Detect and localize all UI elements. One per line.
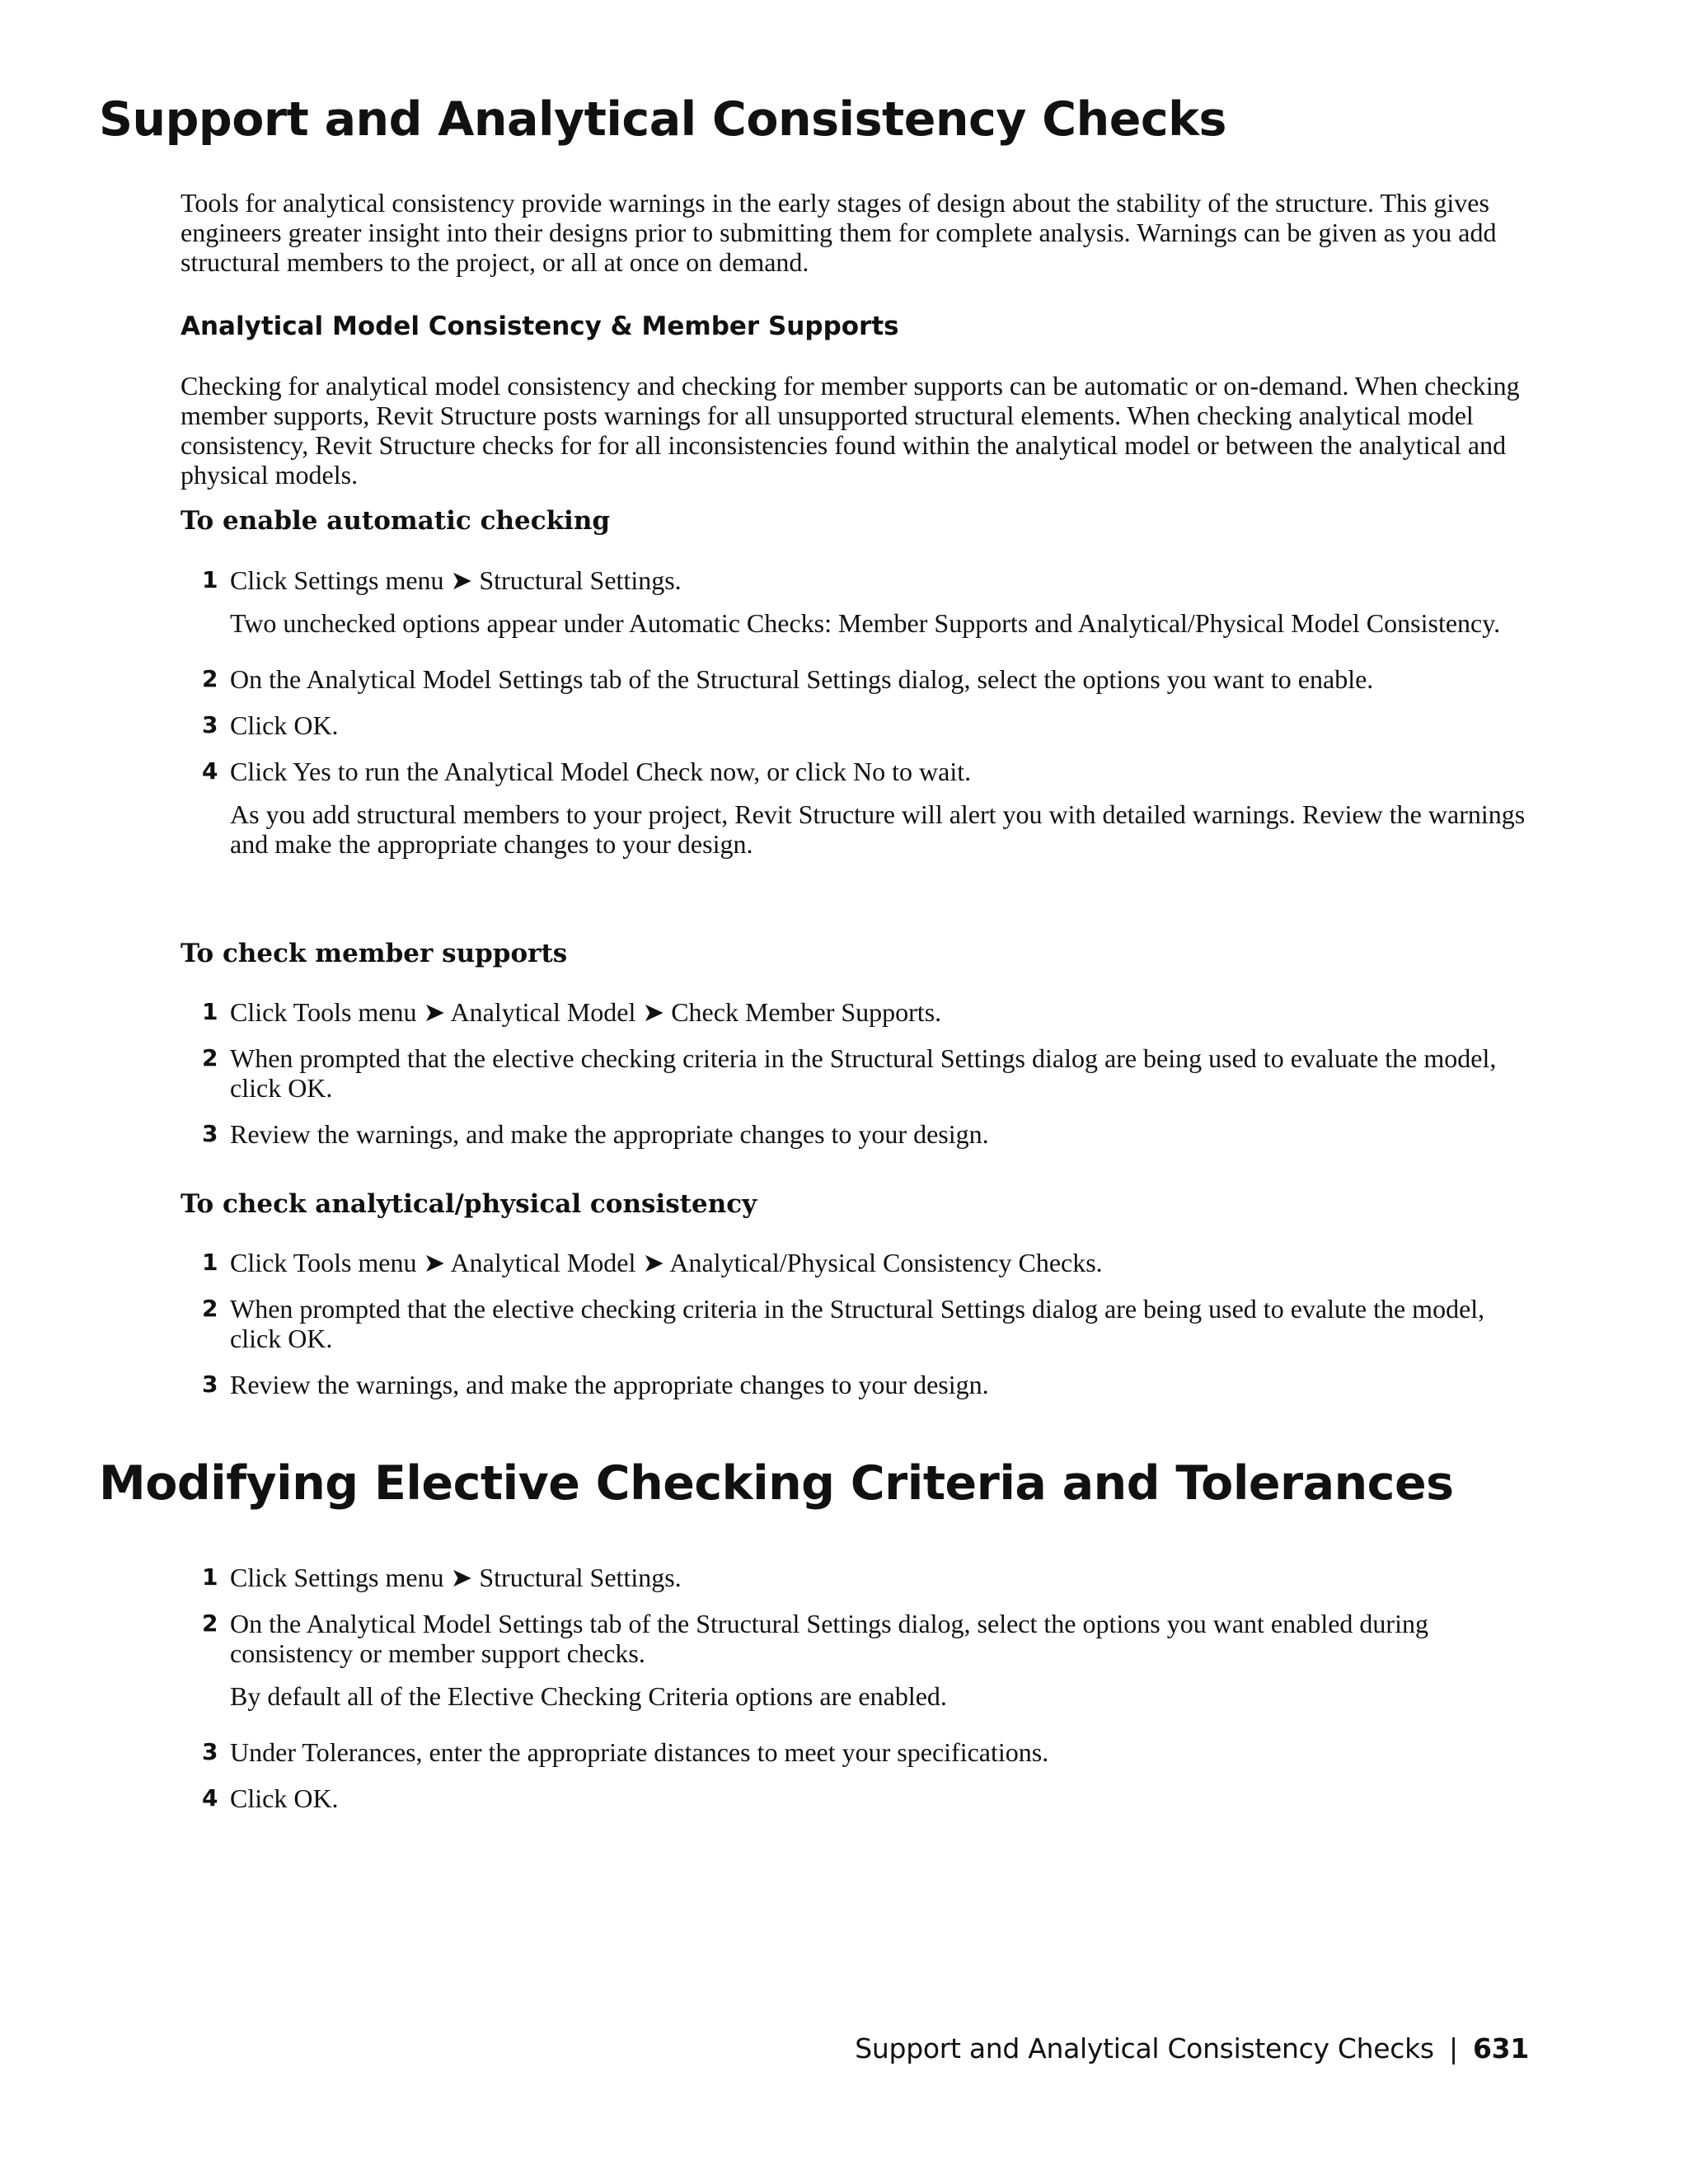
step-number: 2: [202, 1044, 218, 1071]
step-item: [181, 1119, 1532, 1149]
step-item: [181, 710, 1532, 740]
step-item: [181, 757, 1532, 859]
step-item: [181, 997, 1532, 1027]
step-item: [181, 565, 1532, 638]
page-number: 631: [1473, 2032, 1529, 2064]
step-item: [181, 664, 1532, 694]
step-text: Click Settings menu ➤ Structural Settings.: [230, 1563, 682, 1592]
step-number: 1: [202, 1563, 218, 1591]
step-text: Click OK.: [230, 1783, 339, 1813]
step-number: 4: [202, 1784, 218, 1811]
section-heading: Support and Analytical Consistency Checks: [99, 92, 1226, 147]
step-text: Click Settings menu ➤ Structural Settings.: [230, 565, 682, 595]
procedure-steps-consistency: [181, 1248, 1532, 1399]
procedure-steps-modify: [181, 1563, 1532, 1813]
step-text: Click Yes to run the Analytical Model Check now, or click No to wait.: [230, 757, 972, 786]
step-item: [181, 1737, 1532, 1767]
step-number: 1: [202, 998, 218, 1025]
procedure-steps-enable: [181, 565, 1532, 859]
procedure-title-consistency: To check analytical/physical consistency: [181, 1189, 757, 1219]
step-text: Click OK.: [230, 710, 339, 740]
step-note: Two unchecked options appear under Automatic Checks: Member Supports and Analytical/Physical Model Consistency.: [230, 608, 1501, 638]
step-number: 2: [202, 1610, 218, 1637]
procedure-steps-member-supports: [181, 997, 1532, 1149]
subheading: Analytical Model Consistency & Member Supports: [181, 312, 899, 341]
step-note: By default all of the Elective Checking Criteria options are enabled.: [230, 1681, 947, 1711]
step-item: [181, 1370, 1532, 1399]
step-number: 3: [202, 1120, 218, 1147]
step-text: Under Tolerances, enter the appropriate distances to meet your specifications.: [230, 1737, 1049, 1767]
step-number: 3: [202, 711, 218, 738]
consistency-paragraph: Checking for analytical model consistency and checking for member supports can be automatic or on-demand. When checking member supports, Revit Structure posts warnings for all unsupported structural elements. When checking analytical model consistency, Revit Structure checks for for all inconsistencies found within the analytical model or between the analytical and physical models.: [181, 371, 1520, 490]
step-note: As you add structural members to your project, Revit Structure will alert you with detailed warnings. Review the warnings and make the appropriate changes to your design.: [230, 799, 1526, 859]
step-text: Click Tools menu ➤ Analytical Model ➤ Analytical/Physical Consistency Checks.: [230, 1248, 1103, 1277]
footer-section-title: Support and Analytical Consistency Checks: [855, 2032, 1434, 2064]
step-item: [181, 1043, 1532, 1103]
step-text: Review the warnings, and make the appropriate changes to your design.: [230, 1370, 989, 1399]
step-number: 2: [202, 1295, 218, 1322]
step-item: [181, 1248, 1532, 1277]
step-number: 4: [202, 757, 218, 785]
step-text: On the Analytical Model Settings tab of the Structural Settings dialog, select the options you want to enable.: [230, 664, 1374, 694]
step-number: 3: [202, 1738, 218, 1765]
step-text: Review the warnings, and make the appropriate changes to your design.: [230, 1119, 989, 1149]
footer-separator: |: [1448, 2032, 1458, 2064]
intro-paragraph: Tools for analytical consistency provide warnings in the early stages of design about the stability of the structure. This gives engineers greater insight into their designs prior to submitting them for complete analysis. Warnings can be given as you add structural members to the project, or all at once on demand.: [181, 188, 1497, 277]
step-number: 1: [202, 566, 218, 593]
procedure-title-enable: To enable automatic checking: [181, 506, 611, 536]
step-item: [181, 1563, 1532, 1592]
step-text: Click Tools menu ➤ Analytical Model ➤ Check Member Supports.: [230, 997, 942, 1027]
step-text: On the Analytical Model Settings tab of the Structural Settings dialog, select the options you want enabled during consistency or member support checks.: [230, 1609, 1428, 1668]
step-item: [181, 1609, 1532, 1711]
section-heading: Modifying Elective Checking Criteria and Tolerances: [99, 1456, 1454, 1511]
step-text: When prompted that the elective checking criteria in the Structural Settings dialog are being used to evalute the model, click OK.: [230, 1294, 1485, 1353]
step-text: When prompted that the elective checking criteria in the Structural Settings dialog are being used to evaluate the model, click OK.: [230, 1043, 1497, 1103]
procedure-title-member-supports: To check member supports: [181, 939, 568, 968]
step-number: 2: [202, 665, 218, 692]
step-number: 1: [202, 1249, 218, 1276]
page-footer: [855, 2032, 1529, 2064]
step-item: [181, 1294, 1532, 1353]
step-number: 3: [202, 1371, 218, 1398]
step-item: [181, 1783, 1532, 1813]
